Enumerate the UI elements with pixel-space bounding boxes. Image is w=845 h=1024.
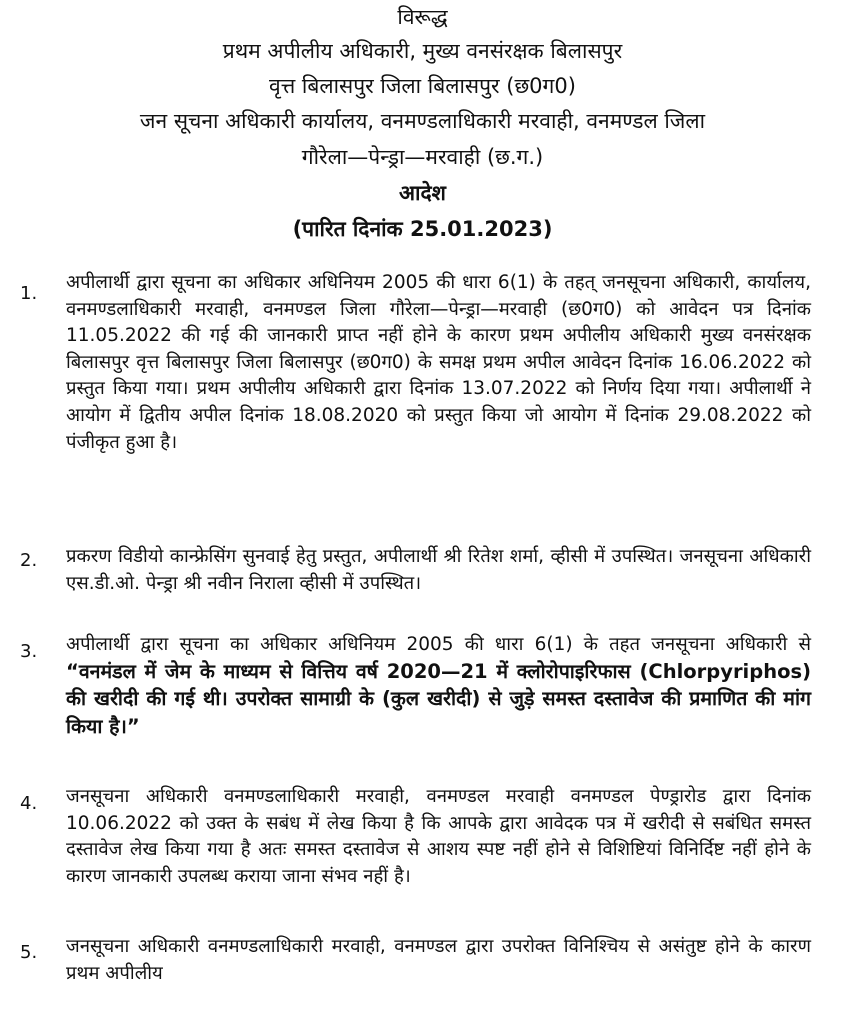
header-district-state: गौरेला—पेन्ड्रा—मरवाही (छ.ग.)	[301, 145, 544, 169]
order-date: (पारित दिनांक 25.01.2023)	[292, 217, 553, 241]
header-public-info-officer: जन सूचना अधिकारी कार्यालय, वनमण्डलाधिकारी मरवाही, वनमण्डल जिला	[139, 109, 706, 133]
quoted-request: “वनमंडल में जेम के माध्यम से वित्तिय वर्ष 2020—21 में क्लोरोपाइरिफास (Chlorpyriphos) की खरीदी की गई थी। उपरोक्त सामाग्री के (कुल खरीदी) से जुड़े समस्त दस्तावेज की प्रमाणित की मांग किया है।”	[66, 659, 811, 738]
list-item: प्रकरण विडीयो कान्फ्रेसिंग सुनवाई हेतु प्रस्तुत, अपीलार्थी श्री रितेश शर्मा, व्हीसी में उपस्थित। जनसूचना अधिकारी एस.डी.ओ. पेन्ड्रा श्री नवीन निराला व्हीसी में उपस्थित।	[66, 546, 811, 594]
header-versus: विरूद्ध	[397, 5, 448, 29]
item-number: 2.	[20, 550, 38, 571]
item-number: 3.	[20, 641, 38, 662]
item-number: 4.	[20, 793, 38, 814]
item-number: 5.	[20, 942, 38, 963]
list-item: अपीलार्थी द्वारा सूचना का अधिकार अधिनियम 2005 की धारा 6(1) के तहत् जनसूचना अधिकारी, कार्यालय, वनमण्डलाधिकारी मरवाही, वनमण्डल जिला गौरेला—पेन्ड्रा—मरवाही (छ0ग0) को आवेदन पत्र दिनांक 11.05.2022 की गई की जानकारी प्राप्त नहीं होने के कारण प्रथम अपीलीय अधिकारी मुख्य वनसंरक्षक बिलासपुर वृत्त बिलासपुर जिला बिलासपुर (छ0ग0) के समक्ष प्रथम अपील आवेदन दिनांक 16.06.2022 को प्रस्तुत किया गया। प्रथम अपीलीय अधिकारी द्वारा दिनांक 13.07.2022 को निर्णय दिया गया। अपीलार्थी ने आयोग में द्वितीय अपील दिनांक 18.08.2020 को प्रस्तुत किया जो आयोग में दिनांक 29.08.2022 को पंजीकृत हुआ है।	[66, 272, 811, 453]
document-title: आदेश	[399, 181, 446, 205]
item-text: अपीलार्थी द्वारा सूचना का अधिकार अधिनियम 2005 की धारा 6(1) के तहत जनसूचना अधिकारी से	[66, 634, 811, 655]
list-item: जनसूचना अधिकारी वनमण्डलाधिकारी मरवाही, वनमण्डल मरवाही वनमण्डल पेण्ड्रारोड द्वारा दिनांक 10.06.2022 को उक्त के सबंध में लेख किया है कि आपके द्वारा आवेदक पत्र में खरीदी से सबंधित समस्त दस्तावेज लेख किया गया है अतः समस्त दस्तावेज से आशय स्पष्ट नहीं होने से विशिष्टियां विनिर्दिष्ट नहीं होने के कारण जानकारी उपलब्ध कराया जाना संभव नहीं है।	[66, 786, 811, 887]
header-first-appellate-officer: प्रथम अपीलीय अधिकारी, मुख्य वनसंरक्षक बिलासपुर	[222, 39, 623, 63]
list-item	[66, 632, 811, 741]
item-number: 1.	[20, 283, 38, 304]
list-item: जनसूचना अधिकारी वनमण्डलाधिकारी मरवाही, वनमण्डल द्वारा उपरोक्त विनिश्चिय से असंतुष्ट होने के कारण प्रथम अपीलीय	[66, 936, 811, 984]
header-circle-district: वृत्त बिलासपुर जिला बिलासपुर (छ0ग0)	[269, 74, 576, 98]
